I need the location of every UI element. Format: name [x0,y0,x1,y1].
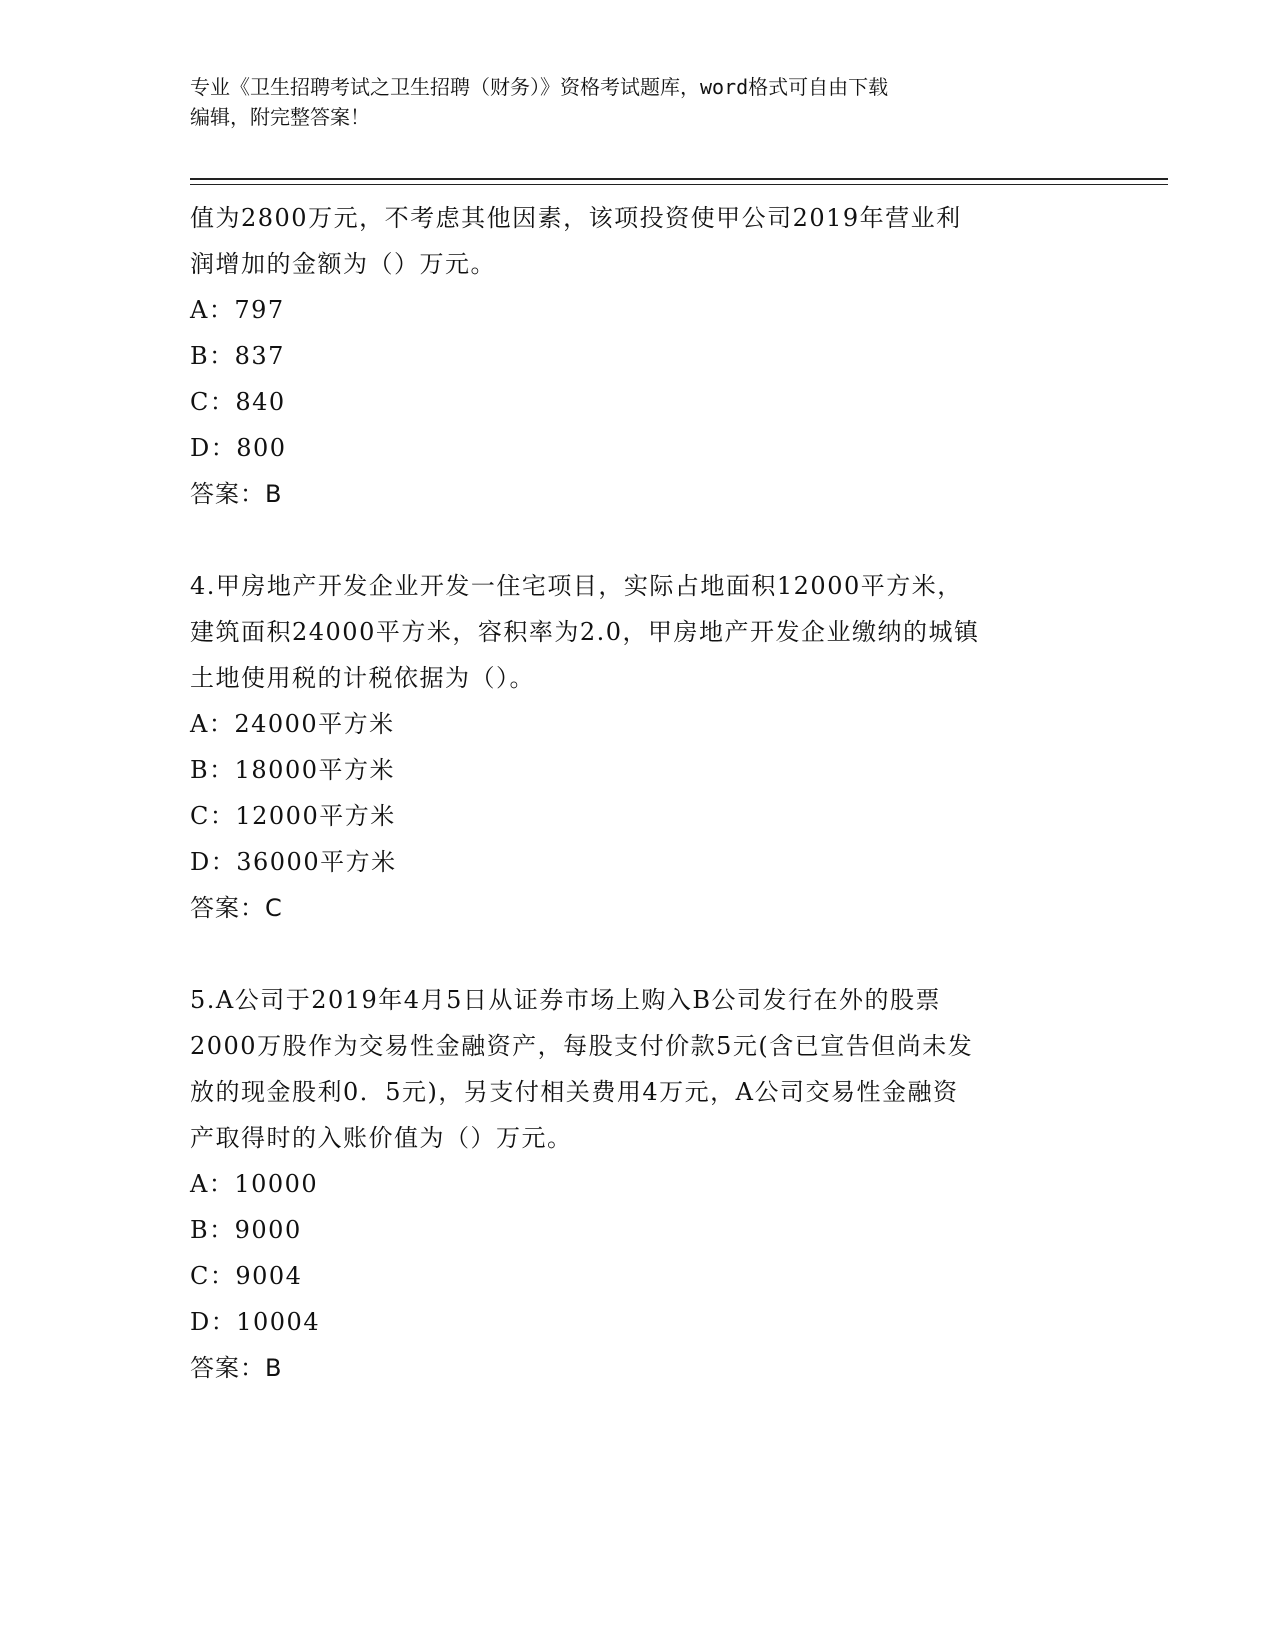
option-d: D：800 [190,434,287,462]
option-b: B：18000平方米 [190,756,395,784]
option-a: A：24000平方米 [190,710,395,738]
header-line-2: 编辑，附完整答案！ [190,105,370,129]
option-d: D：36000平方米 [190,848,397,876]
question-stem-line: 4.甲房地产开发企业开发一住宅项目，实际占地面积12000平方米， [190,572,963,600]
option-c: C：12000平方米 [190,802,396,830]
header-divider [190,178,1168,180]
answer-line: 答案：B [190,480,283,508]
option-b: B：9000 [190,1216,302,1244]
question-stem-line: 建筑面积24000平方米，容积率为2.0，甲房地产开发企业缴纳的城镇 [190,618,980,646]
answer-line: 答案：C [190,894,283,922]
option-d: D：10004 [190,1308,321,1336]
question-stem-line: 值为2800万元，不考虑其他因素，该项投资使甲公司2019年营业利 [190,204,962,232]
question-stem-line: 润增加的金额为（）万元。 [190,250,496,278]
question-stem-line: 放的现金股利0．5元)，另支付相关费用4万元，A公司交易性金融资 [190,1078,959,1106]
question-stem-line: 土地使用税的计税依据为（）。 [190,664,535,692]
option-b: B：837 [190,342,285,370]
question-list [190,195,1090,1391]
option-c: C：9004 [190,1262,303,1290]
header-line-1: 专业《卫生招聘考试之卫生招聘（财务）》资格考试题库，word格式可自由下载 [190,75,889,99]
option-c: C：840 [190,388,286,416]
header-divider-thin [190,184,1168,185]
question-4 [190,563,1090,931]
option-a: A：797 [190,296,285,324]
spacer [190,517,1090,563]
spacer [190,931,1090,977]
question-stem-line: 2000万股作为交易性金融资产，每股支付价款5元(含已宣告但尚未发 [190,1032,974,1060]
question-3 [190,195,1090,517]
document-header [190,72,1070,132]
question-5 [190,977,1090,1391]
answer-line: 答案：B [190,1354,283,1382]
question-stem-line: 产取得时的入账价值为（）万元。 [190,1124,573,1152]
option-a: A：10000 [190,1170,319,1198]
question-stem-line: 5.A公司于2019年4月5日从证券市场上购入B公司发行在外的股票 [190,986,941,1014]
